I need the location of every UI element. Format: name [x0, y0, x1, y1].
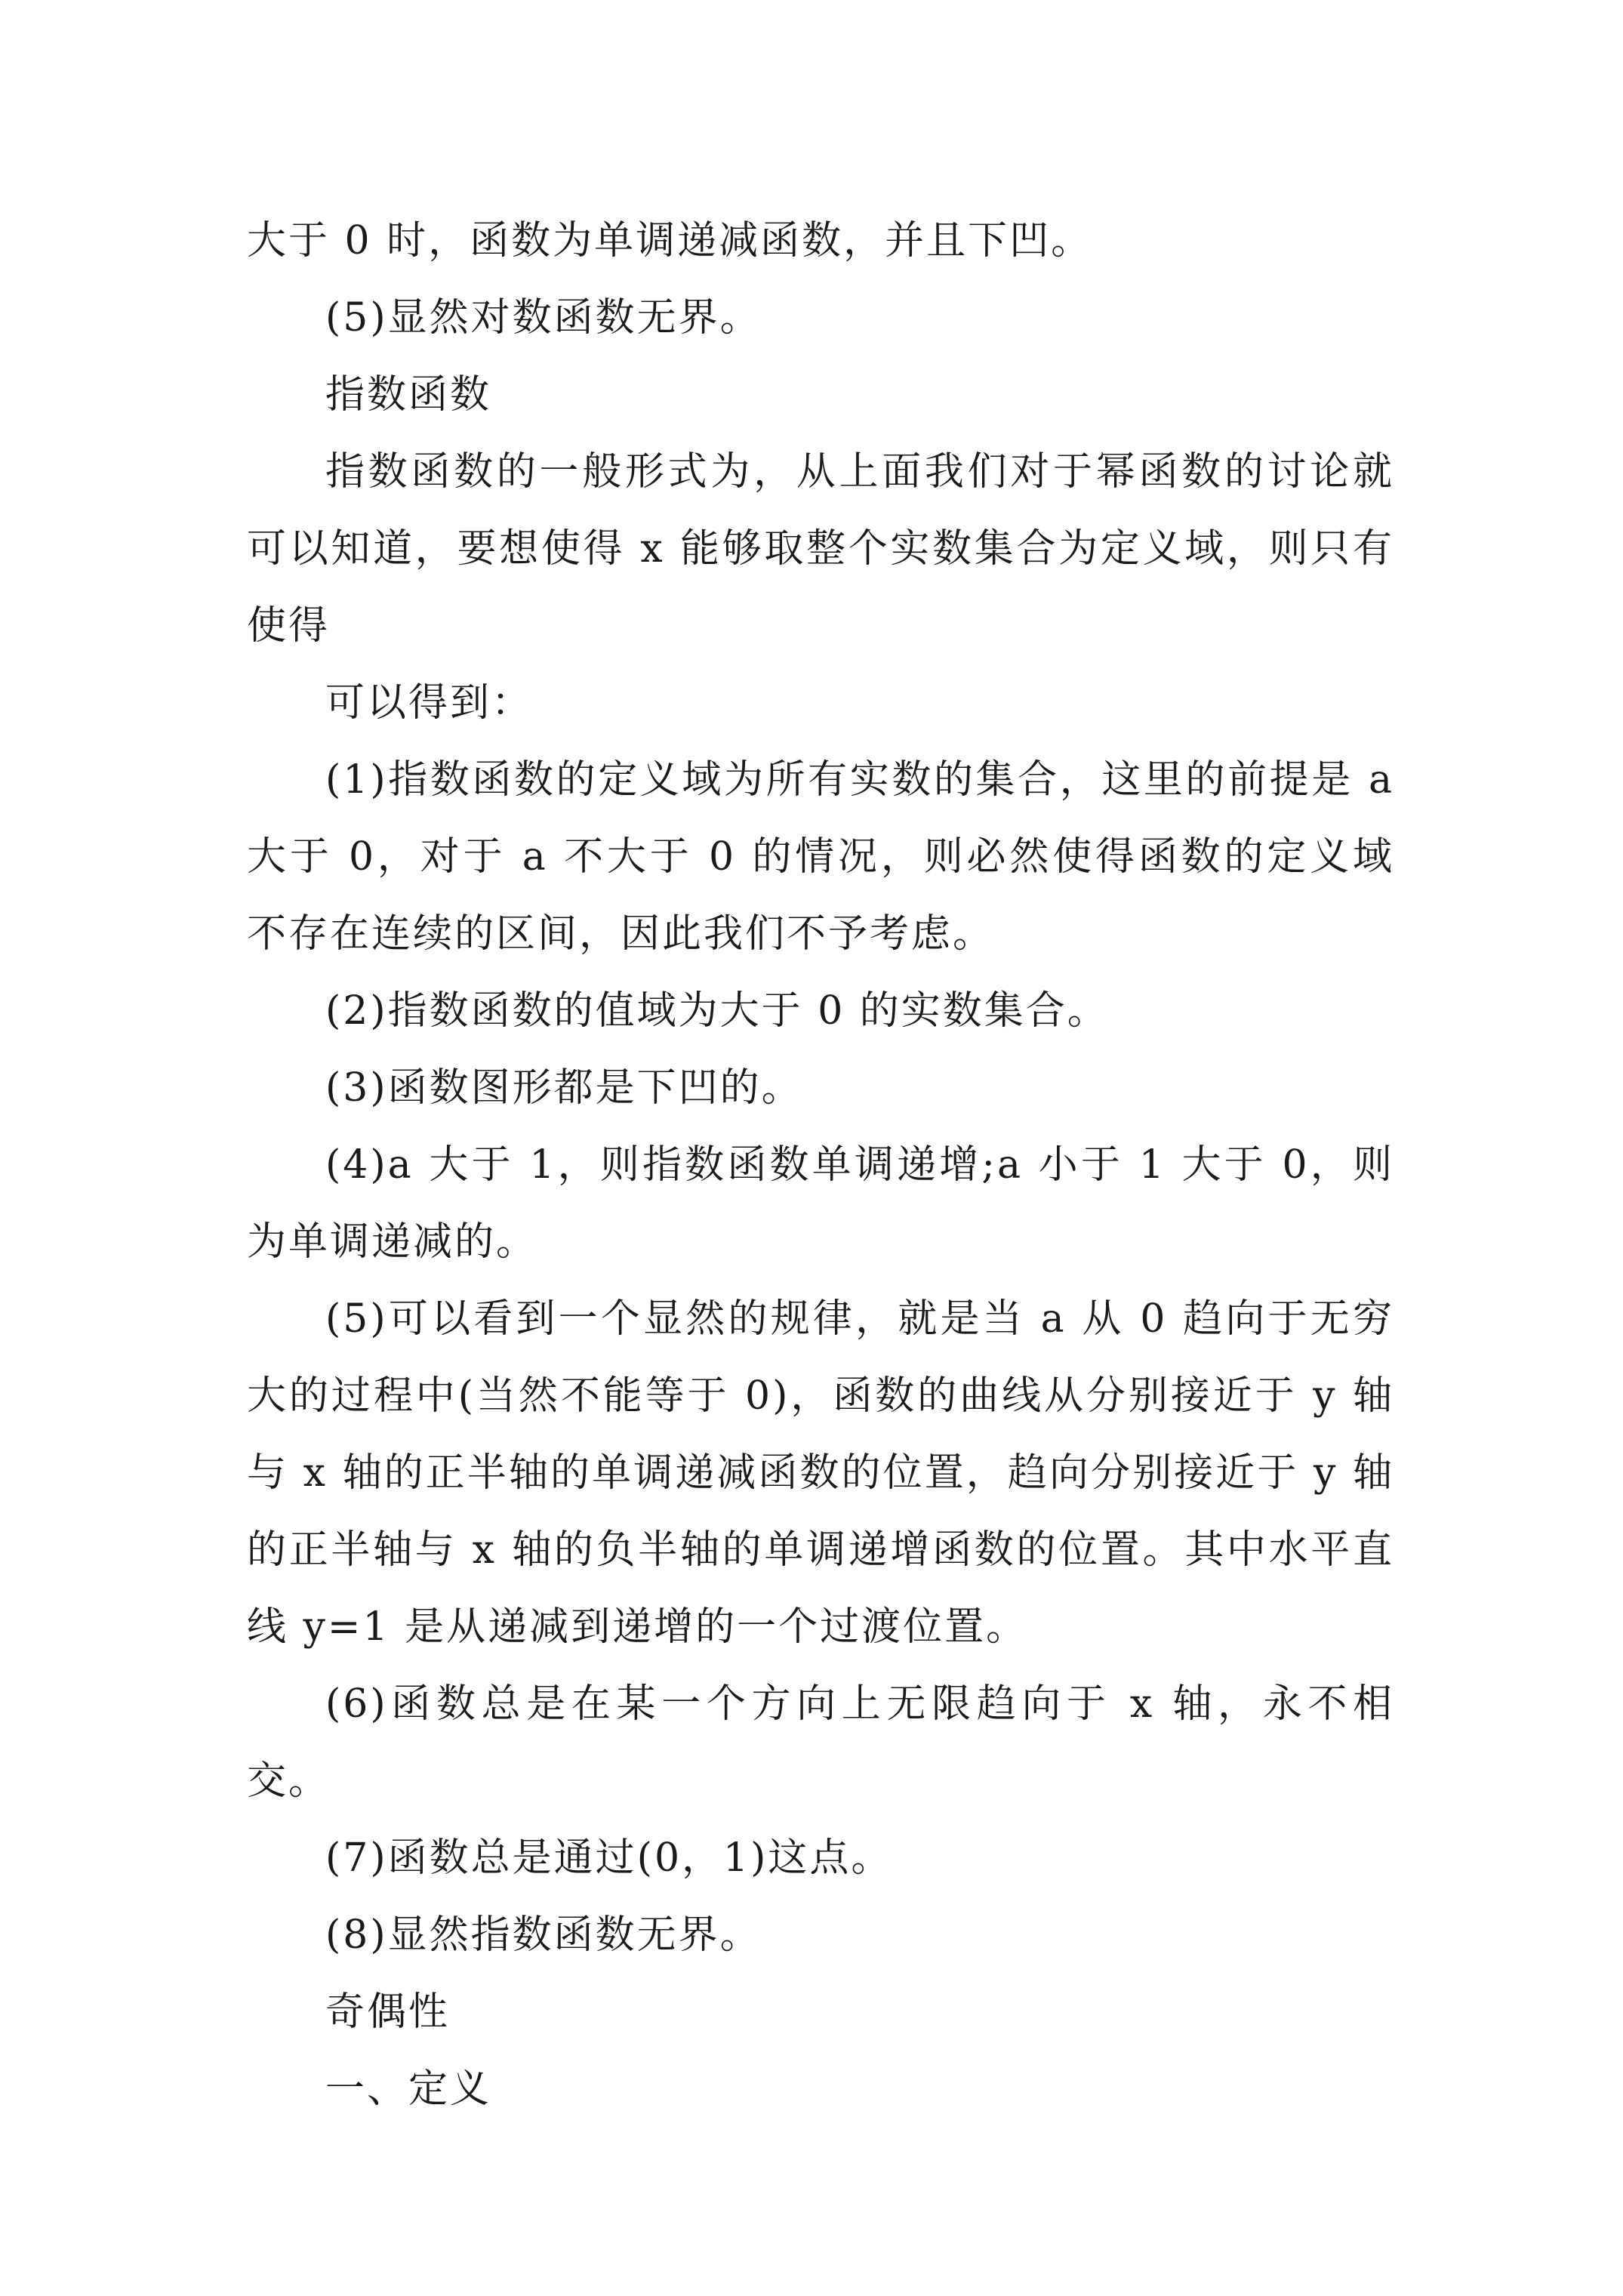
paragraph-11: (6)函数总是在某一个方向上无限趋向于 x 轴，永不相交。 — [247, 1681, 1394, 1804]
paragraph-1: 大于 0 时，函数为单调递减函数，并且下凹。 — [247, 218, 1093, 264]
paragraph-4: 指数函数的一般形式为，从上面我们对于幂函数的讨论就可以知道，要想使得 x 能够取整个实数集合为定义域，则只有使得 — [247, 449, 1394, 649]
section-heading-exponential-function: 指数函数 — [325, 372, 492, 418]
paragraph-13: (8)显然指数函数无界。 — [325, 1912, 762, 1958]
document-body — [247, 202, 1394, 2128]
paragraph-7: (2)指数函数的值域为大于 0 的实数集合。 — [325, 988, 1109, 1034]
paragraph-12: (7)函数总是通过(0，1)这点。 — [325, 1835, 893, 1881]
paragraph-6: (1)指数函数的定义域为所有实数的集合，这里的前提是 a 大于 0，对于 a 不大于 0 的情况，则必然使得函数的定义域不存在连续的区间，因此我们不予考虑。 — [247, 757, 1394, 957]
paragraph-8: (3)函数图形都是下凹的。 — [325, 1065, 803, 1111]
paragraph-9: (4)a 大于 1，则指数函数单调递增;a 小于 1 大于 0，则为单调递减的。 — [247, 1142, 1394, 1265]
paragraph-10: (5)可以看到一个显然的规律，就是当 a 从 0 趋向于无穷大的过程中(当然不能等于 0)，函数的曲线从分别接近于 y 轴与 x 轴的正半轴的单调递减函数的位置，趋向分别接近于 y 轴的正半轴与 x 轴的负半轴的单调递增函数的位置。其中水平直线 y=1 是从递减到递增的一个过渡位置。 — [247, 1296, 1394, 1650]
subsection-heading-definition: 一、定义 — [325, 2066, 492, 2112]
section-heading-parity: 奇偶性 — [325, 1989, 451, 2035]
paragraph-5: 可以得到： — [325, 680, 534, 726]
paragraph-2: (5)显然对数函数无界。 — [325, 295, 762, 341]
